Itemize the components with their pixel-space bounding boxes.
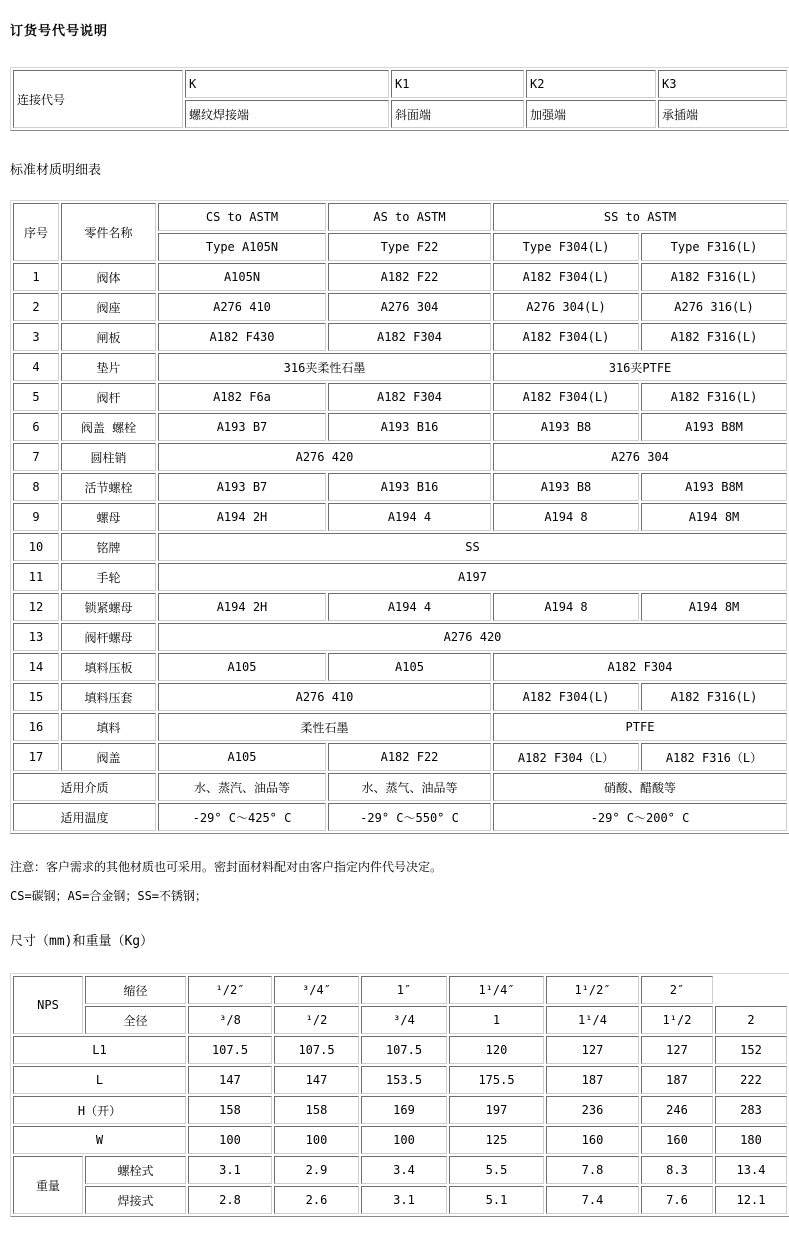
weight-row: [13, 1156, 787, 1184]
material-cell: A182 F304: [493, 653, 787, 681]
material-cell: A276 410: [158, 683, 491, 711]
weight-value-cell: 12.1: [715, 1186, 787, 1214]
row-number-cell: 15: [13, 683, 59, 711]
material-cell: A197: [158, 563, 787, 591]
connection-code-cell: K2: [526, 70, 656, 98]
dimension-value-cell: 107.5: [274, 1036, 359, 1064]
material-cell: A105: [328, 653, 491, 681]
material-spec-table: [10, 200, 789, 834]
connection-code-cell: K3: [658, 70, 787, 98]
weight-value-cell: 2.9: [274, 1156, 359, 1184]
temperature-cell: -29° C～425° C: [158, 803, 326, 831]
weight-value-cell: 7.8: [546, 1156, 639, 1184]
weight-value-cell: 2.6: [274, 1186, 359, 1214]
dimension-value-cell: 152: [715, 1036, 787, 1064]
connection-desc-cell: 加强端: [526, 100, 656, 128]
material-cell: A182 F304: [328, 383, 491, 411]
nps-value-cell: ³/4: [361, 1006, 447, 1034]
part-name-cell: 垫片: [61, 353, 156, 381]
material-cell: A194 2H: [158, 503, 326, 531]
material-cell: A182 F304(L): [493, 323, 639, 351]
weight-value-cell: 8.3: [641, 1156, 713, 1184]
part-name-cell: 螺母: [61, 503, 156, 531]
group-header-cell: CS to ASTM: [158, 203, 326, 231]
material-cell: A276 420: [158, 443, 491, 471]
row-number-cell: 7: [13, 443, 59, 471]
nps-value-cell: 1¹/4″: [449, 976, 544, 1004]
spec-document-page: [0, 20, 789, 1250]
table-row: [13, 383, 787, 411]
row-number-cell: 14: [13, 653, 59, 681]
reduced-label-cell: 缩径: [85, 976, 186, 1004]
part-name-cell: 填料压板: [61, 653, 156, 681]
note-text: 注意：客户需求的其他材质也可采用。密封面材料配对由客户指定内件代号决定。: [10, 860, 443, 874]
part-name-cell: 活节螺栓: [61, 473, 156, 501]
table-row: [13, 563, 787, 591]
temperature-cell: -29° C～550° C: [328, 803, 491, 831]
part-header-cell: 零件名称: [61, 203, 156, 261]
material-cell: A182 F304: [328, 323, 491, 351]
table-row: [13, 263, 787, 291]
nps-value-cell: ³/8: [188, 1006, 272, 1034]
material-cell: A182 F304（L）: [493, 743, 639, 771]
dimension-label-cell: L1: [13, 1036, 186, 1064]
material-cell: A182 F316（L）: [641, 743, 787, 771]
connection-code-table: [10, 67, 789, 131]
table-row: [13, 323, 787, 351]
dimension-label-cell: H（开）: [13, 1096, 186, 1124]
row-number-cell: 11: [13, 563, 59, 591]
material-cell: A276 410: [158, 293, 326, 321]
weight-value-cell: 5.5: [449, 1156, 544, 1184]
nps-value-cell: 1¹/4: [546, 1006, 639, 1034]
nps-value-cell: 1″: [361, 976, 447, 1004]
order-code-title: 订货号代号说明: [10, 24, 109, 39]
type-header-cell: Type F22: [328, 233, 491, 261]
dimension-value-cell: 100: [188, 1126, 272, 1154]
material-cell: PTFE: [493, 713, 787, 741]
dimension-row: [13, 1096, 787, 1124]
material-cell: A194 8: [493, 593, 639, 621]
group-header-cell: AS to ASTM: [328, 203, 491, 231]
part-name-cell: 锁紧螺母: [61, 593, 156, 621]
dimension-value-cell: 100: [274, 1126, 359, 1154]
weight-value-cell: 3.1: [188, 1156, 272, 1184]
table-row: [13, 473, 787, 501]
row-number-cell: 3: [13, 323, 59, 351]
material-cell: A182 F316(L): [641, 263, 787, 291]
dimension-value-cell: 175.5: [449, 1066, 544, 1094]
group-header-cell: SS to ASTM: [493, 203, 787, 231]
connection-code-cell: K1: [391, 70, 524, 98]
part-name-cell: 手轮: [61, 563, 156, 591]
weight-value-cell: 13.4: [715, 1156, 787, 1184]
material-cell: A193 B7: [158, 473, 326, 501]
table-row: [13, 413, 787, 441]
dimension-label-cell: L: [13, 1066, 186, 1094]
material-cell: A276 316(L): [641, 293, 787, 321]
nps-reduced-row: [13, 976, 787, 1004]
dimension-value-cell: 120: [449, 1036, 544, 1064]
part-name-cell: 阀杆螺母: [61, 623, 156, 651]
material-cell: A193 B16: [328, 473, 491, 501]
nps-header-cell: NPS: [13, 976, 83, 1034]
connection-desc-cell: 斜面端: [391, 100, 524, 128]
dimension-label-cell: W: [13, 1126, 186, 1154]
table-row: [13, 593, 787, 621]
dimensions-title: 尺寸（mm)和重量（Kg）: [10, 934, 154, 949]
nps-value-cell: 1¹/2″: [546, 976, 639, 1004]
material-cell: A193 B8M: [641, 473, 787, 501]
weight-value-cell: 3.1: [361, 1186, 447, 1214]
weight-type-cell: 焊接式: [85, 1186, 186, 1214]
part-name-cell: 阀盖 螺栓: [61, 413, 156, 441]
dimension-value-cell: 107.5: [361, 1036, 447, 1064]
type-header-cell: Type F304(L): [493, 233, 639, 261]
part-name-cell: 闸板: [61, 323, 156, 351]
weight-label-cell: 重量: [13, 1156, 83, 1214]
full-label-cell: 全径: [85, 1006, 186, 1034]
nps-value-cell: 1¹/2: [641, 1006, 713, 1034]
dimension-value-cell: 187: [641, 1066, 713, 1094]
table-row: [13, 353, 787, 381]
table-row: [13, 533, 787, 561]
dimension-value-cell: 147: [274, 1066, 359, 1094]
material-group-header-row: [13, 203, 787, 231]
nps-value-cell: ³/4″: [274, 976, 359, 1004]
dimension-value-cell: 100: [361, 1126, 447, 1154]
part-name-cell: 填料压套: [61, 683, 156, 711]
weight-value-cell: 3.4: [361, 1156, 447, 1184]
material-cell: A276 420: [158, 623, 787, 651]
nps-value-cell: 2: [715, 1006, 787, 1034]
weight-value-cell: 2.8: [188, 1186, 272, 1214]
material-cell: A194 2H: [158, 593, 326, 621]
material-cell: A182 F316(L): [641, 383, 787, 411]
nps-value-cell: 2″: [641, 976, 713, 1004]
table-row: [13, 293, 787, 321]
connection-label-cell: 连接代号: [13, 70, 183, 128]
material-cell: SS: [158, 533, 787, 561]
material-cell: A194 4: [328, 503, 491, 531]
empty-cell: [715, 976, 787, 1004]
part-name-cell: 填料: [61, 713, 156, 741]
row-number-cell: 17: [13, 743, 59, 771]
dimension-value-cell: 127: [546, 1036, 639, 1064]
dimension-value-cell: 158: [274, 1096, 359, 1124]
nps-full-row: [13, 1006, 787, 1034]
dimension-value-cell: 283: [715, 1096, 787, 1124]
material-cell: A194 8M: [641, 503, 787, 531]
media-cell: 硝酸、醋酸等: [493, 773, 787, 801]
part-name-cell: 阀盖: [61, 743, 156, 771]
material-cell: A105N: [158, 263, 326, 291]
dimensions-weight-table: [10, 973, 789, 1217]
row-number-cell: 12: [13, 593, 59, 621]
material-cell: A105: [158, 743, 326, 771]
abbreviation-note: CS=碳钢；AS=合金钢；SS=不锈钢；: [10, 889, 208, 903]
dimension-row: [13, 1036, 787, 1064]
nps-value-cell: ¹/2″: [188, 976, 272, 1004]
material-cell: A276 304(L): [493, 293, 639, 321]
weight-value-cell: 5.1: [449, 1186, 544, 1214]
row-number-cell: 4: [13, 353, 59, 381]
table-row: [13, 503, 787, 531]
dimension-value-cell: 153.5: [361, 1066, 447, 1094]
material-cell: A194 8: [493, 503, 639, 531]
connection-codes-row: [13, 70, 787, 98]
dimension-row: [13, 1066, 787, 1094]
media-cell: 水、蒸汽、油品等: [158, 773, 326, 801]
dimension-value-cell: 236: [546, 1096, 639, 1124]
material-cell: 316夹PTFE: [493, 353, 787, 381]
applicable-temperature-row: [13, 803, 787, 831]
weight-value-cell: 7.6: [641, 1186, 713, 1214]
dimension-value-cell: 125: [449, 1126, 544, 1154]
part-name-cell: 阀座: [61, 293, 156, 321]
material-list-title: 标准材质明细表: [10, 163, 102, 178]
material-cell: A193 B7: [158, 413, 326, 441]
dimension-value-cell: 169: [361, 1096, 447, 1124]
material-cell: 316夹柔性石墨: [158, 353, 491, 381]
dimension-value-cell: 147: [188, 1066, 272, 1094]
applicable-media-row: [13, 773, 787, 801]
material-cell: A193 B8: [493, 413, 639, 441]
media-label-cell: 适用介质: [13, 773, 156, 801]
nps-value-cell: ¹/2: [274, 1006, 359, 1034]
type-header-cell: Type F316(L): [641, 233, 787, 261]
nps-value-cell: 1: [449, 1006, 544, 1034]
weight-row: [13, 1186, 787, 1214]
material-cell: A182 F316(L): [641, 323, 787, 351]
material-cell: A276 304: [493, 443, 787, 471]
dimension-value-cell: 222: [715, 1066, 787, 1094]
material-cell: A182 F22: [328, 743, 491, 771]
part-name-cell: 圆柱销: [61, 443, 156, 471]
row-number-cell: 2: [13, 293, 59, 321]
connection-desc-cell: 螺纹焊接端: [185, 100, 389, 128]
weight-value-cell: 7.4: [546, 1186, 639, 1214]
row-number-cell: 10: [13, 533, 59, 561]
part-name-cell: 铭牌: [61, 533, 156, 561]
row-number-cell: 5: [13, 383, 59, 411]
dimension-row: [13, 1126, 787, 1154]
dimension-value-cell: 180: [715, 1126, 787, 1154]
material-cell: A182 F316(L): [641, 683, 787, 711]
dimension-value-cell: 197: [449, 1096, 544, 1124]
material-cell: A182 F304(L): [493, 683, 639, 711]
temperature-cell: -29° C～200° C: [493, 803, 787, 831]
part-name-cell: 阀杆: [61, 383, 156, 411]
material-cell: A105: [158, 653, 326, 681]
material-cell: 柔性石墨: [158, 713, 491, 741]
table-row: [13, 653, 787, 681]
weight-type-cell: 螺栓式: [85, 1156, 186, 1184]
material-cell: A194 8M: [641, 593, 787, 621]
part-name-cell: 阀体: [61, 263, 156, 291]
temperature-label-cell: 适用温度: [13, 803, 156, 831]
row-number-cell: 16: [13, 713, 59, 741]
material-cell: A193 B8: [493, 473, 639, 501]
connection-desc-cell: 承插端: [658, 100, 787, 128]
dimension-value-cell: 107.5: [188, 1036, 272, 1064]
table-row: [13, 443, 787, 471]
row-number-cell: 9: [13, 503, 59, 531]
dimension-value-cell: 158: [188, 1096, 272, 1124]
connection-code-cell: K: [185, 70, 389, 98]
table-row: [13, 743, 787, 771]
material-cell: A182 F304(L): [493, 383, 639, 411]
material-cell: A182 F304(L): [493, 263, 639, 291]
table-row: [13, 623, 787, 651]
no-header-cell: 序号: [13, 203, 59, 261]
material-cell: A182 F22: [328, 263, 491, 291]
row-number-cell: 1: [13, 263, 59, 291]
material-cell: A182 F6a: [158, 383, 326, 411]
row-number-cell: 8: [13, 473, 59, 501]
row-number-cell: 6: [13, 413, 59, 441]
material-cell: A276 304: [328, 293, 491, 321]
table-row: [13, 683, 787, 711]
table-row: [13, 713, 787, 741]
dimension-value-cell: 160: [641, 1126, 713, 1154]
media-cell: 水、蒸气、油品等: [328, 773, 491, 801]
row-number-cell: 13: [13, 623, 59, 651]
material-cell: A182 F430: [158, 323, 326, 351]
dimension-value-cell: 127: [641, 1036, 713, 1064]
material-cell: A193 B16: [328, 413, 491, 441]
dimension-value-cell: 187: [546, 1066, 639, 1094]
dimension-value-cell: 246: [641, 1096, 713, 1124]
material-cell: A194 4: [328, 593, 491, 621]
type-header-cell: Type A105N: [158, 233, 326, 261]
dimension-value-cell: 160: [546, 1126, 639, 1154]
material-cell: A193 B8M: [641, 413, 787, 441]
